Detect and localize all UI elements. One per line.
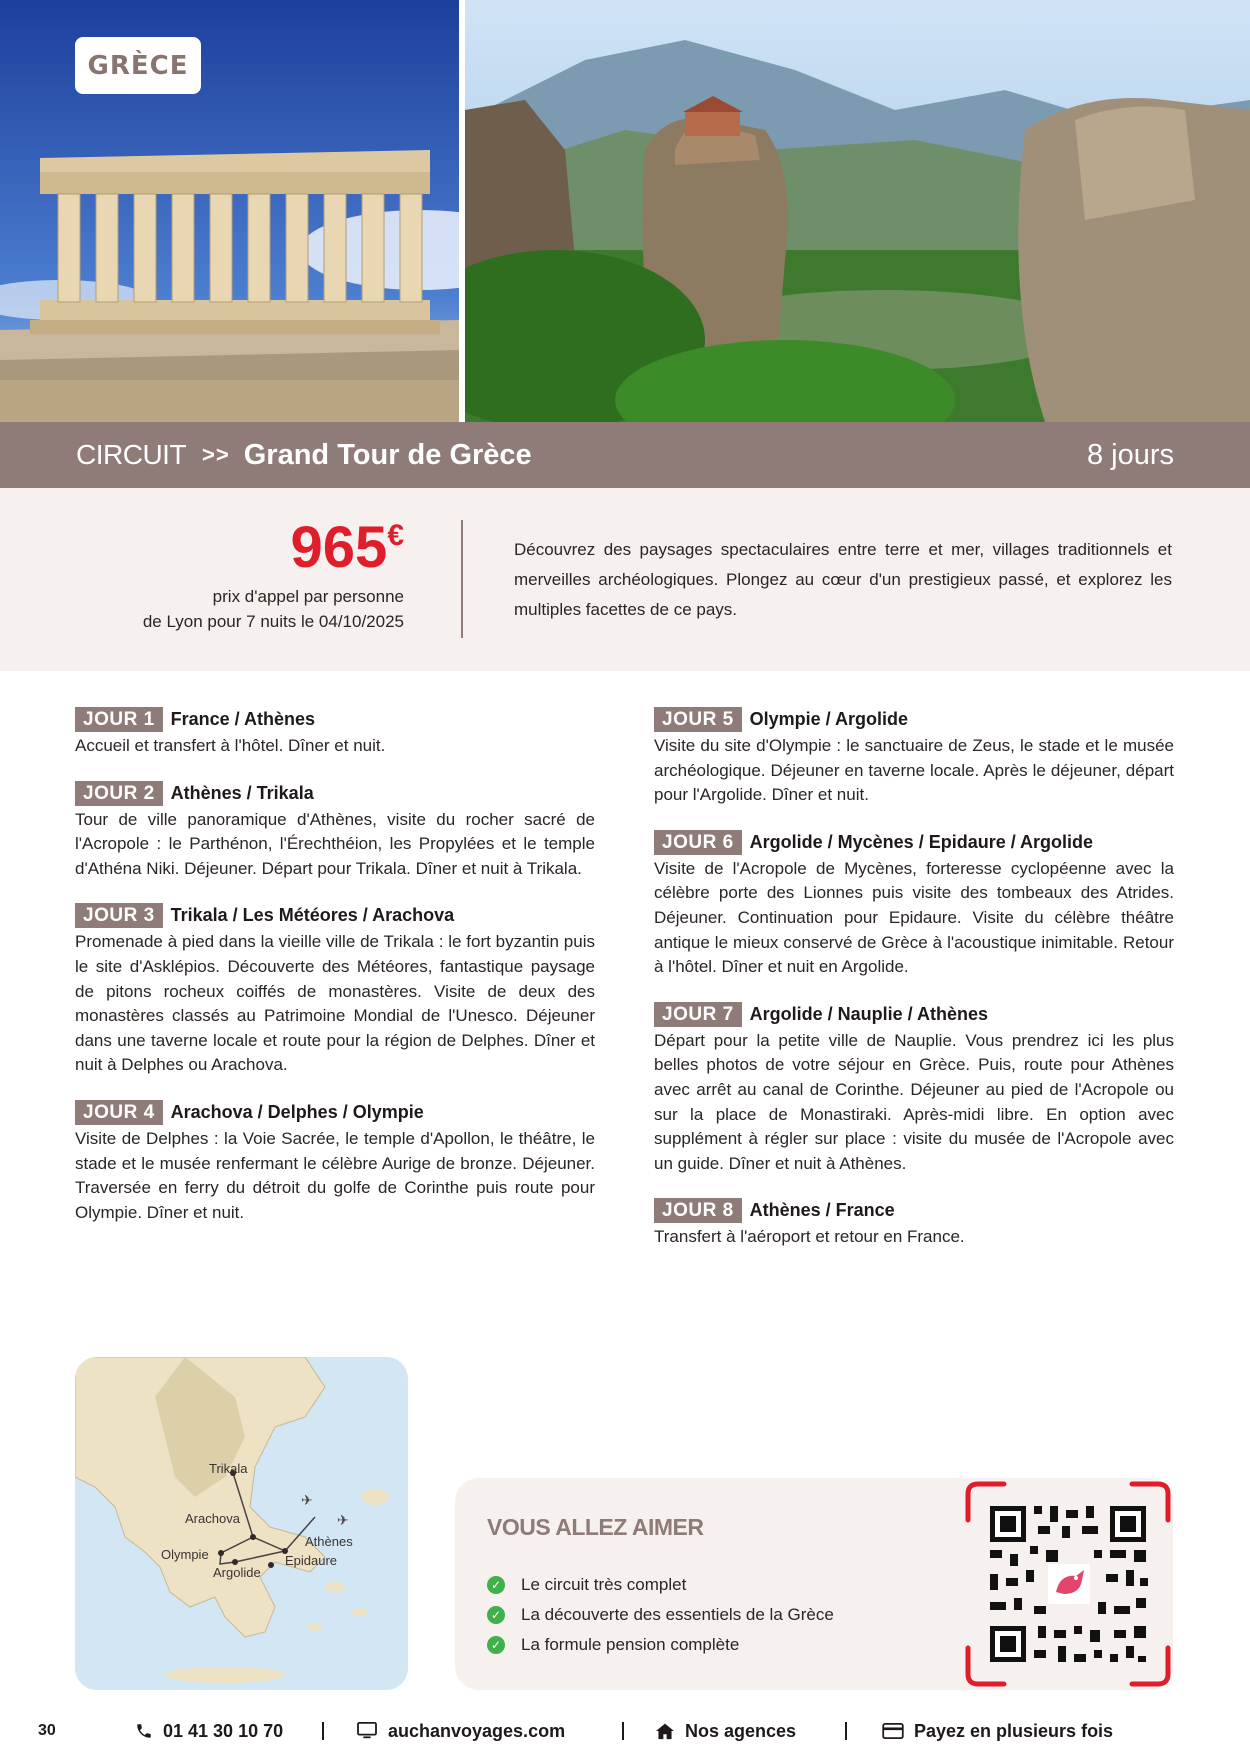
day-text: Départ pour la petite ville de Nauplie. Vous prendrez ici les plus belles photos de votre séjour en Grèce. Puis, route pour Athènes avec arrêt au canal de Corinthe. Déjeuner au pied de l'Acropole ou sur la place de Monastiraki. Après-midi libre. En option avec supplément à régler sur place : visite du musée de l'Acropole avec un guide. Dîner et nuit à Athènes. [654,1030,1174,1173]
price-value: 965 [290,515,388,580]
arrows-glyph: >> [202,442,230,467]
payment-link[interactable] [882,1721,1113,1742]
price-caption-line2: de Lyon pour 7 nuits le 04/10/2025 [142,612,404,631]
highlight-item [487,1570,834,1600]
day-route: Argolide / Mycènes / Epidaure / Argolide [749,831,1094,852]
day-route: Arachova / Delphes / Olympie [170,1101,424,1122]
meteora-photo [465,0,1250,422]
day-route: Athènes / Trikala [170,782,314,803]
day-text: Tour de ville panoramique d'Athènes, visite du rocher sacré de l'Acropole : le Parthénon, l'Érechthéion, les Propylées et le temple d'Athéna Niki. Déjeuner. Départ pour Trikala. Dîner et nuit à Trikala. [75,809,595,878]
parthenon-photo [0,0,459,422]
phone-number: 01 41 30 10 70 [163,1720,284,1741]
day-route: France / Athènes [170,709,316,729]
footer-separator [845,1722,847,1740]
day-route: Athènes / France [749,1200,895,1221]
check-icon: ✓ [487,1606,505,1624]
map-label-argolide: Argolide [213,1565,261,1580]
itinerary-left [75,706,595,1246]
price-currency: € [387,519,404,552]
day-tag: JOUR 5 [654,707,742,732]
duration-label: 8 jours [1086,438,1174,471]
day-text: Promenade à pied dans la vieille ville de Trikala : le fort byzantin puis le site d'Asklépios. Découverte des Météores, fantastique paysage de pitons rocheux coiffés de monastères. Visite de deux des monastères classés au Patrimoine Mondial de l'Unesco. Déjeuner dans une taverne locale et route pour la région de Delphes. Dîner et nuit à Delphes ou Arachova. [75,932,595,1075]
website-link[interactable] [356,1721,565,1742]
qr-panel [960,1478,1173,1690]
price-caption-line1: prix d'appel par personne [212,587,404,606]
home-icon [655,1722,675,1740]
agencies-text: Nos agences [685,1720,797,1741]
highlight-item [487,1600,834,1630]
svg-text:✈: ✈ [337,1513,349,1529]
divider [461,520,463,638]
day-4 [75,1099,595,1225]
day-route: Trikala / Les Météores / Arachova [170,905,455,926]
day-7 [654,1001,1174,1177]
day-tag: JOUR 2 [75,781,163,806]
day-tag: JOUR 7 [654,1002,742,1027]
day-2 [75,780,595,882]
highlights-panel [455,1478,975,1690]
day-8 [654,1197,1174,1250]
map-label-arachova: Arachova [185,1511,240,1526]
agencies-link[interactable] [655,1721,796,1742]
day-tag: JOUR 4 [75,1100,163,1125]
day-3 [75,902,595,1078]
footer-separator [322,1722,324,1740]
day-tag: JOUR 6 [654,830,742,855]
highlight-text: La découverte des essentiels de la Grèce [521,1605,834,1624]
day-route: Olympie / Argolide [749,709,909,729]
day-6 [654,829,1174,980]
intro-text: Découvrez des paysages spectaculaires entre terre et mer, villages traditionnels et merveilles archéologiques. Plongez au cœur d'un prestigieux passé, et explorez les multiples facettes de ce pays. [514,540,1172,619]
tour-name: Grand Tour de Grèce [243,438,532,471]
itinerary-right [654,706,1174,1271]
phone-icon [135,1722,153,1740]
svg-text:✈: ✈ [301,1493,313,1509]
price-caption [64,584,404,634]
page-number: 30 [38,1722,56,1739]
map-label-olympie: Olympie [161,1547,209,1562]
day-tag: JOUR 1 [75,707,163,732]
price-block [64,515,404,634]
map-label-trikala: Trikala [209,1461,248,1476]
check-icon: ✓ [487,1576,505,1594]
day-text: Visite du site d'Olympie : le sanctuaire de Zeus, le stade et le musée archéologique. Déjeuner en taverne locale. Après le déjeuner, départ pour l'Argolide. Dîner et nuit. [654,736,1174,805]
qr-code[interactable] [964,1480,1172,1688]
footer-separator [622,1722,624,1740]
phone-link[interactable] [135,1721,283,1742]
title-band [0,422,1250,488]
map-label-athenes: Athènes [305,1534,353,1549]
country-badge: GRÈCE [75,37,201,94]
website-text: auchanvoyages.com [388,1720,566,1741]
route-map [75,1357,408,1690]
highlights-title: VOUS ALLEZ AIMER [487,1514,704,1540]
day-route: Argolide / Nauplie / Athènes [749,1003,989,1024]
map-label-epidaure: Epidaure [285,1553,338,1568]
highlight-item [487,1630,834,1660]
payment-text: Payez en plusieurs fois [914,1720,1114,1741]
day-text: Visite de Delphes : la Voie Sacrée, le temple d'Apollon, le théâtre, le stade et le musée renfermant le célèbre Aurige de bronze. Déjeuner. Traversée en ferry du détroit du golfe de Corinthe puis route pour Olympie. Dîner et nuit. [75,1128,595,1222]
computer-icon [356,1722,378,1740]
check-icon: ✓ [487,1636,505,1654]
day-5 [654,706,1174,808]
day-text: Visite de l'Acropole de Mycènes, forteresse cyclopéenne avec la célèbre porte des Lionnes puis visite des tombeaux des Atrides. Déjeuner. Continuation pour Epidaure. Visite du célèbre théâtre antique le mieux conservé de Grèce à l'acoustique inimitable. Retour à l'hôtel. Dîner et nuit en Argolide. [654,858,1174,977]
day-tag: JOUR 8 [654,1198,742,1223]
price-section [0,488,1250,671]
highlights-list [487,1570,834,1660]
highlight-text: La formule pension complète [521,1635,740,1654]
category-label: CIRCUIT [76,439,187,470]
hero-photos [0,0,1250,422]
day-tag: JOUR 3 [75,903,163,928]
day-1 [75,706,595,759]
highlight-text: Le circuit très complet [521,1575,687,1594]
footer [0,1716,1250,1746]
day-text: Accueil et transfert à l'hôtel. Dîner et nuit. [75,736,386,755]
credit-card-icon [882,1723,904,1739]
day-text: Transfert à l'aéroport et retour en France. [654,1227,965,1247]
